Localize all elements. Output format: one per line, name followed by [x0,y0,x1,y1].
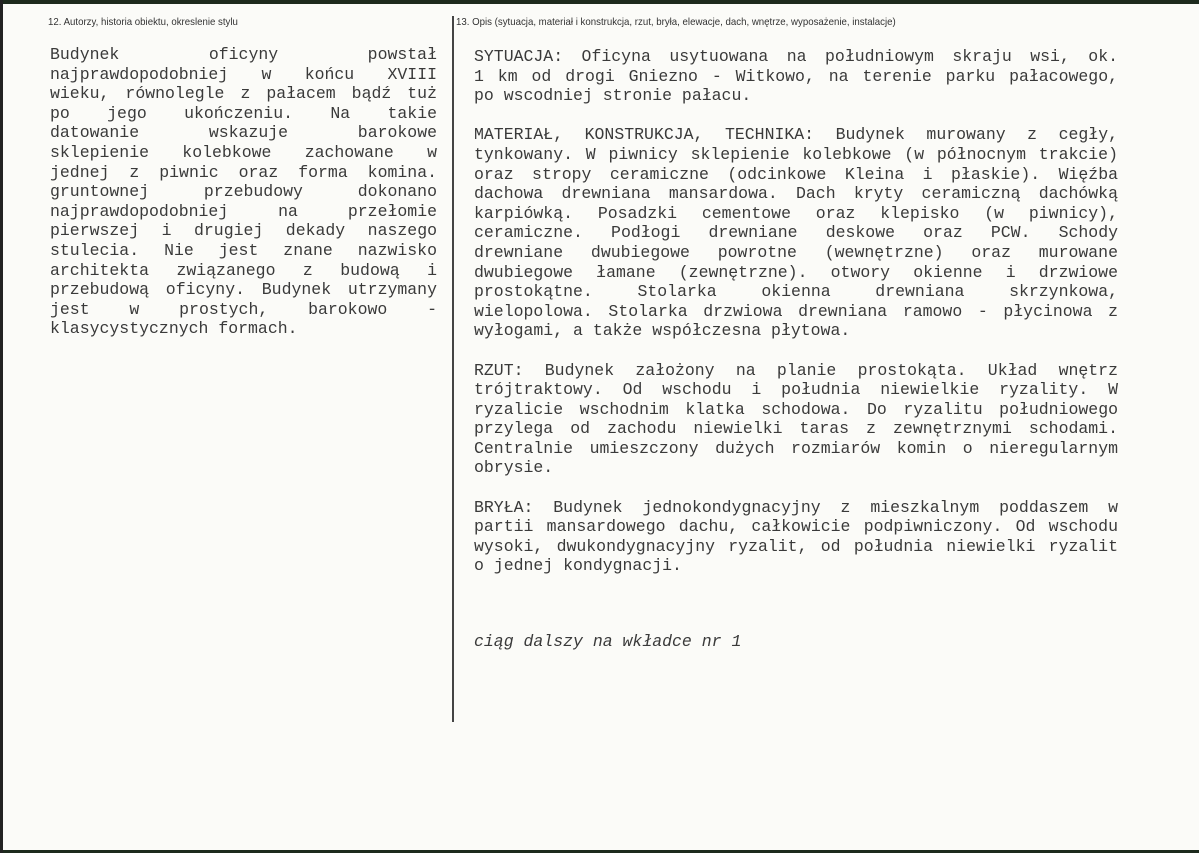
text-line: partii mansardowego dachu, całkowicie podpiwniczony. Od wschodu [474,517,1118,537]
text-line: obrysie. [474,458,554,478]
text-line: przylega od zachodu niewielki taras z zewnętrznymi schodami. [474,419,1118,439]
text-line: jednej z piwnic oraz forma komina. [50,162,437,182]
description-paragraph [474,125,1118,341]
text-line: oraz stropy ceramiczne (odcinkowe Kleina i płaskie). Więźba [474,164,1118,184]
description-paragraph [474,498,1118,576]
text-line: MATERIAŁ, KONSTRUKCJA, TECHNIKA: Budynek murowany z cegły, [474,125,1118,145]
text-line: ceramiczne. Podłogi drewniane deskowe oraz PCW. Schody [474,223,1118,243]
text-line: datowanie wskazuje barokowe [50,123,437,143]
text-line: Centralnie umieszczony dużych rozmiarów komin o nieregularnym [474,438,1118,458]
scan-border-top [0,0,1199,4]
description-paragraph [474,361,1118,479]
text-line: gruntownej przebudowy dokonano [50,182,437,202]
text-line: RZUT: Budynek założony na planie prostokąta. Układ wnętrz [474,360,1118,380]
section-13-text [474,47,1118,596]
text-line: stulecia. Nie jest znane nazwisko [50,240,437,260]
description-paragraph [474,47,1118,106]
text-line: po wscodniej stronie pałacu. [474,86,752,106]
text-line: prostokątne. Stolarka okienna drewniana skrzynkowa, [474,282,1118,302]
text-line: BRYŁA: Budynek jednokondygnacyjny z mieszkalnym poddaszem w [474,497,1118,517]
text-line: tynkowany. W piwnicy sklepienie kolebkowe (w północnym trakcie) [474,144,1118,164]
text-line: trójtraktowy. Od wschodu i południa niewielkie ryzality. W [474,380,1118,400]
text-line: jest w prostych, barokowo - [50,299,437,319]
text-line: 1 km od drogi Gniezno - Witkowo, na terenie parku pałacowego, [474,66,1118,86]
text-line: klasycystycznych formach. [50,319,298,339]
text-line: przebudową oficyny. Budynek utrzymany [50,280,437,300]
text-line: Budynek oficyny powstał [50,45,437,64]
section-12-text [50,45,437,339]
text-line: o jednej kondygnacji. [474,556,682,576]
text-line: architekta związanego z budową i [50,260,437,280]
section-13-header: 13. Opis (sytuacja, materiał i konstrukcja, rzut, bryła, elewacje, dach, wnętrze, wyposażenie, instalacje) [456,16,896,28]
column-divider [452,16,454,722]
text-line: po jego ukończeniu. Na takie [50,103,437,123]
text-line: dachowa drewniana mansardowa. Dach kryty ceramiczną dachówką [474,184,1118,204]
text-line: pierwszej i drugiej dekady naszego [50,221,437,241]
text-line: sklepienie kolebkowe zachowane w [50,142,437,162]
text-line: wyłogami, a także współczesna płytowa. [474,321,851,341]
text-line: drewniane dwubiegowe powrotne (wewnętrzne) oraz murowane [474,242,1118,262]
text-line: ryzalicie wschodnim klatka schodowa. Do ryzalitu południowego [474,399,1118,419]
text-line: SYTUACJA: Oficyna usytuowana na południowym skraju wsi, ok. [474,47,1118,66]
text-line: wielopolowa. Stolarka drzwiowa drewniana ramowo - płycinowa z [474,301,1118,321]
continuation-note: ciąg dalszy na wkładce nr 1 [474,632,742,651]
text-line: karpiówką. Posadzki cementowe oraz klepisko (w piwnicy), [474,203,1118,223]
scan-border-left [0,0,3,853]
text-line: wieku, równolegle z pałacem bądź tuż [50,84,437,104]
text-line: dwubiegowe łamane (zewnętrzne). otwory okienne i drzwiowe [474,262,1118,282]
text-line: najprawdopodobniej na przełomie [50,201,437,221]
section-12-header: 12. Autorzy, historia obiektu, okreslenie stylu [48,16,238,28]
text-line: najprawdopodobniej w końcu XVIII [50,64,437,84]
text-line: wysoki, dwukondygnacyjny ryzalit, od południa niewielki ryzalit [474,536,1118,556]
